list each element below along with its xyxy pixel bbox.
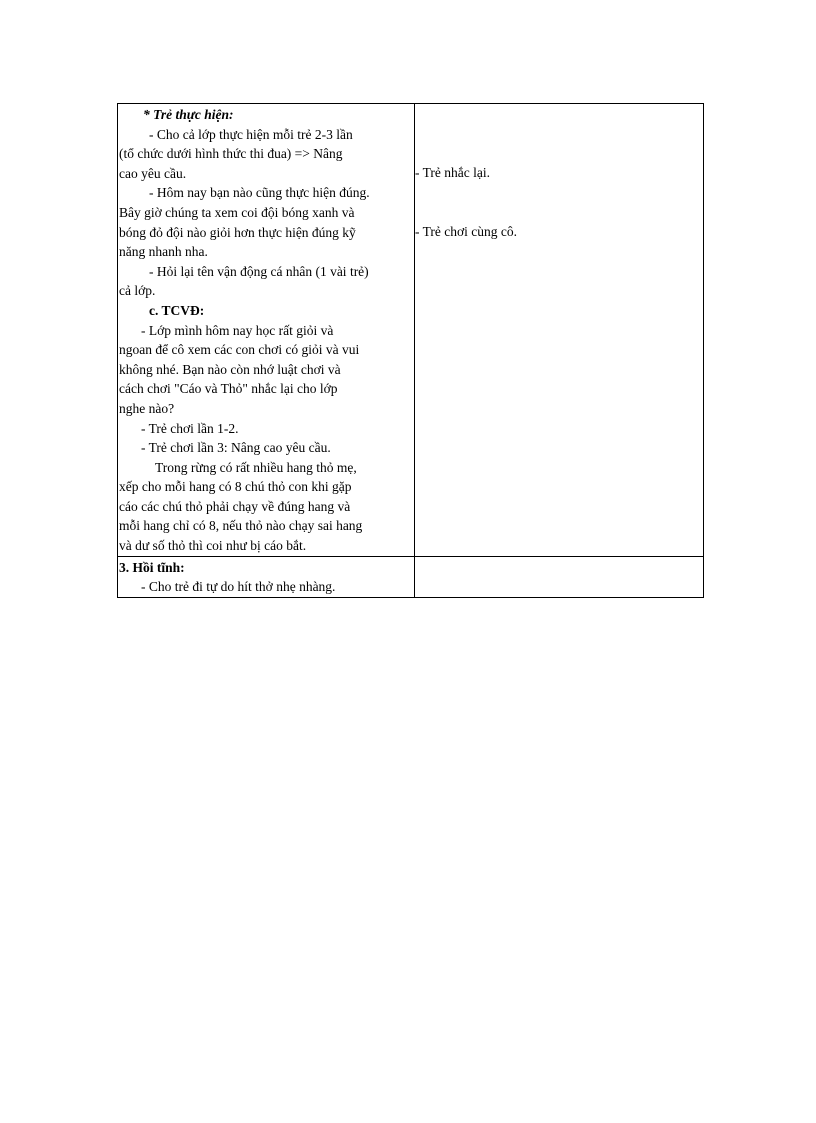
text-line: - Trẻ chơi lần 1-2. xyxy=(141,420,239,436)
text-line: ngoan để cô xem các con chơi có giỏi và vui xyxy=(119,342,360,358)
text-line: Bây giờ chúng ta xem coi đội bóng xanh và xyxy=(119,204,355,220)
child-activity-cell xyxy=(415,556,704,597)
section-heading: 3. Hồi tĩnh: xyxy=(119,559,185,575)
text-line: không nhé. Bạn nào còn nhớ luật chơi và xyxy=(119,361,341,377)
table-row xyxy=(118,556,704,597)
text-line: - Trẻ chơi cùng cô. xyxy=(415,223,518,239)
text-line: - Cho trẻ đi tự do hít thở nhẹ nhàng. xyxy=(141,579,336,595)
text-line: cao yêu cầu. xyxy=(119,165,187,181)
text-line: - Hỏi lại tên vận động cá nhân (1 vài trẻ) xyxy=(149,263,369,279)
text-line: mỗi hang chỉ có 8, nếu thỏ nào chạy sai hang xyxy=(119,518,363,534)
text-line: cách chơi "Cáo và Thỏ" nhắc lại cho lớp xyxy=(119,381,338,397)
text-line: - Cho cả lớp thực hiện mỗi trẻ 2-3 lần xyxy=(149,126,353,142)
text-line: và dư số thỏ thì coi như bị cáo bắt. xyxy=(119,538,307,554)
text-line: Trong rừng có rất nhiều hang thỏ mẹ, xyxy=(155,459,357,475)
lesson-plan-table xyxy=(117,103,704,598)
text-line: - Lớp mình hôm nay học rất giỏi và xyxy=(141,322,334,338)
text-line: (tổ chức dưới hình thức thi đua) => Nâng xyxy=(119,146,343,162)
text-line: cáo các chú thỏ phải chạy về đúng hang và xyxy=(119,498,351,514)
subsection-heading: c. TCVĐ: xyxy=(149,302,205,318)
text-line: nghe nào? xyxy=(119,400,175,416)
teacher-activity-cell xyxy=(118,104,415,557)
text-line: - Trẻ nhắc lại. xyxy=(415,165,490,180)
text-line: năng nhanh nha. xyxy=(119,244,208,260)
text-line: bóng đỏ đội nào giỏi hơn thực hiện đúng kỹ xyxy=(119,224,356,240)
child-activity-cell xyxy=(415,104,704,557)
teacher-activity-cell xyxy=(118,556,415,597)
text-line: cả lớp. xyxy=(119,283,156,299)
spacer xyxy=(415,183,701,222)
text-line: - Trẻ chơi lần 3: Nâng cao yêu cầu. xyxy=(141,440,331,456)
table-row xyxy=(118,104,704,557)
spacer xyxy=(415,104,701,163)
section-heading: * Trẻ thực hiện: xyxy=(143,107,234,122)
text-line: xếp cho mỗi hang có 8 chú thỏ con khi gặp xyxy=(119,479,352,495)
text-line: - Hôm nay bạn nào cũng thực hiện đúng. xyxy=(149,185,370,201)
